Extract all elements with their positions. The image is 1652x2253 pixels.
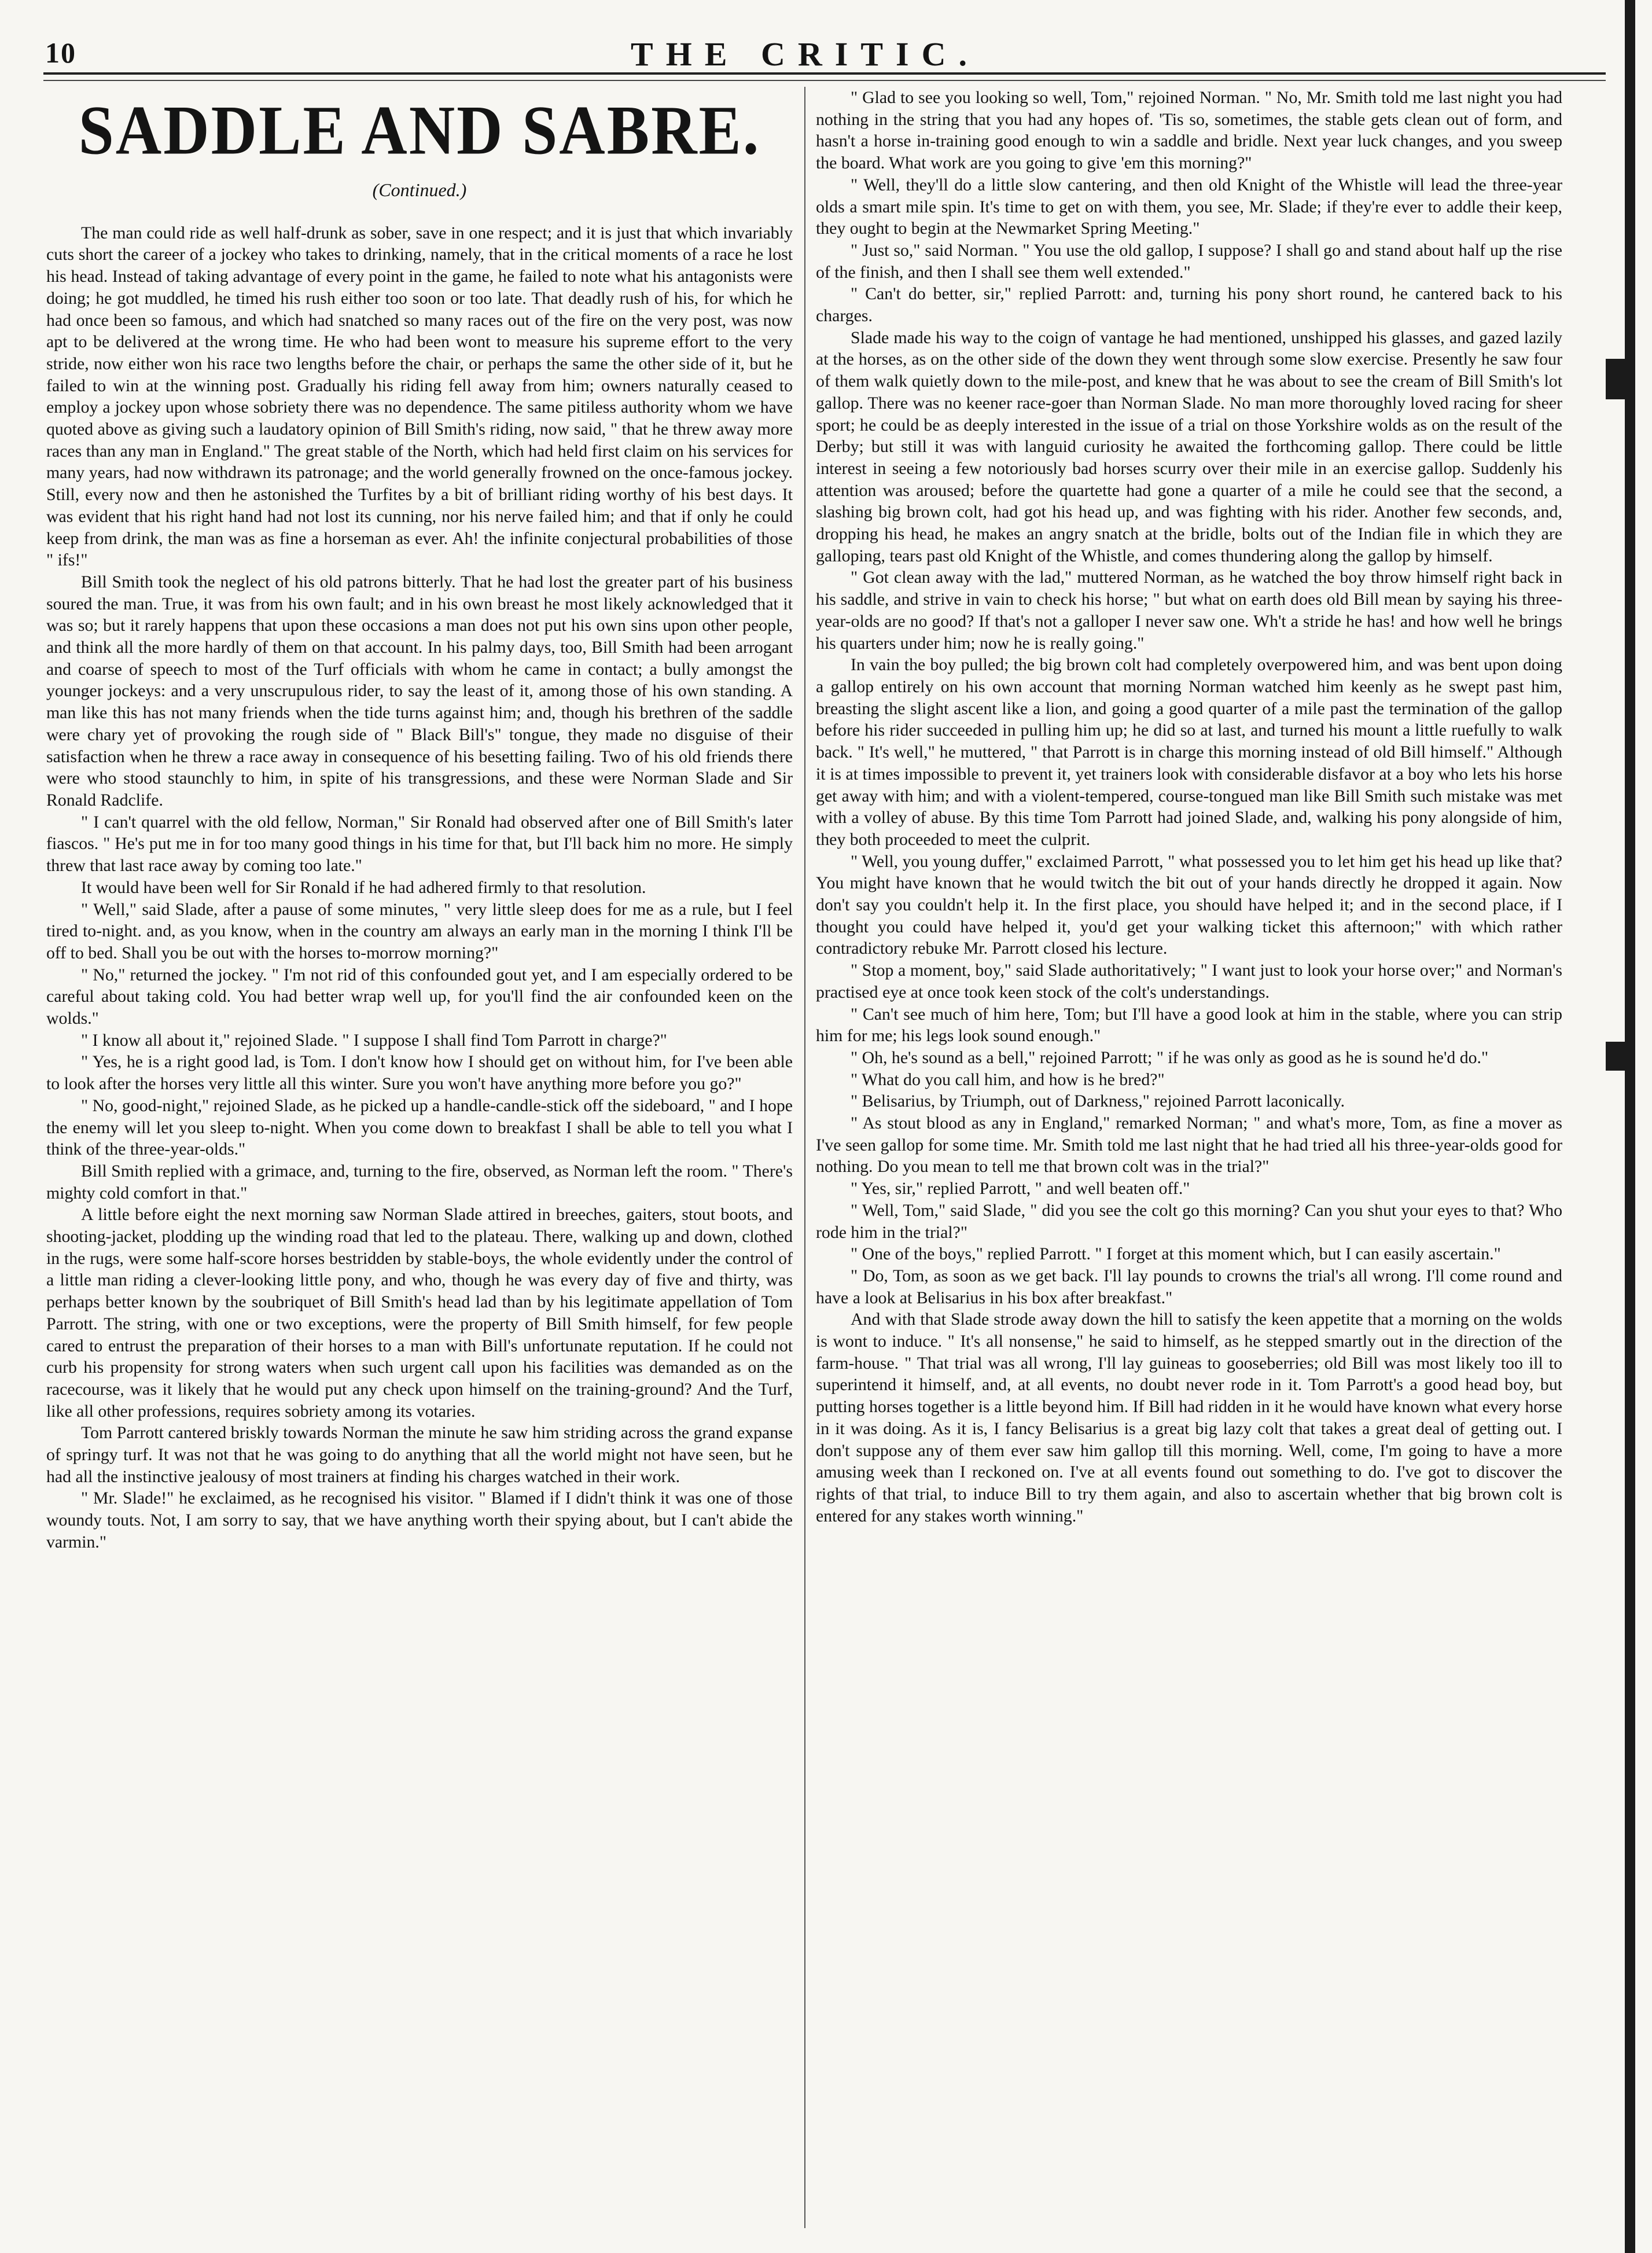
column-divider (804, 87, 805, 2228)
binding-edge (1625, 0, 1635, 2253)
right-column (816, 87, 1562, 2240)
paragraph: " What do you call him, and how is he bred?" (851, 1069, 1165, 1089)
paragraph: The man could ride as well half-drunk as sober, save in one respect; and it is just that which invariably cuts short the career of a jockey who takes to drinking, namely, that in the critical moments of a race he lost his head. Instead of taking advantage of every point in the game, he failed to note what his antagonists were doing; he got muddled, he timed his rush either too soon or too late. That deadly rush of his, for which he had once been so famous, and which had snatched so many races out of the fire on the very post, was now apt to be delivered at the wrong time. He who had been wont to measure his supreme effort to the very stride, now either won his race two lengths before the chair, or perhaps the same the other side of it, but he failed to win at the winning post. Gradually his riding fell away from him; owners naturally ceased to employ a jockey upon whose sobriety there was no dependence. The same pitiless authority whom we have quoted above as giving such a laudatory opinion of Bill Smith's riding, now said, " that he threw away more races than any man in England." The great stable of the North, which had held first claim on his services for many years, had now withdrawn its patronage; and the world generally frowned on the once-famous jockey. Still, every now and then he astonished the Turfites by a bit of brilliant riding worthy of his best days. It was evident that his right hand had not lost its cunning, nor his nerve failed him; and that if only he could keep from drink, the man was as fine a horseman as ever. Ah! the infinite conjectural probabilities of those " ifs!" (46, 223, 793, 570)
paragraph: " No, good-night," rejoined Slade, as he picked up a handle-candle-stick off the sideboard, " and I hope the enemy will let you sleep to-night. When you come down to breakfast I shall be able to tell you what I think of the three-year-olds." (46, 1096, 793, 1159)
paragraph: It would have been well for Sir Ronald if he had adhered firmly to that resolution. (81, 877, 646, 897)
masthead: THE CRITIC. (631, 35, 980, 73)
paragraph: Slade made his way to the coign of vantage he had mentioned, unshipped his glasses, and gazed lazily at the horses, as on the other side of the down they went through some slow exercise. Presently he saw four of them walk quietly down to the mile-post, and knew that he was about to see the cream of Bill Smith's lot gallop. There was no keener race-goer than Norman Slade. No man more thoroughly loved racing for sheer sport; he could be as deeply interested in the issue of a trial on those Yorkshire wolds as on the result of the Derby; but still it was with languid curiosity he awaited the forthcoming gallop. There could be little interest in seeing a few notoriously bad horses scurry over their mile in an exercise gallop. Suddenly his attention was aroused; before the quartette had gone a quarter of a mile he could see that the second, a slashing big brown colt, had got his head up, and was fighting with his rider. Another few seconds, and, dropping his head, he makes an angry snatch at the bridle, bolts out of the Indian file in which they are galloping, tears past old Knight of the Whistle, and comes thundering along the gallop by himself. (816, 328, 1562, 565)
paragraph: " One of the boys," replied Parrott. " I forget at this moment which, but I can easily ascertain." (851, 1244, 1501, 1264)
paragraph: " Well, Tom," said Slade, " did you see the colt go this morning? Can you shut your eyes to that? Who rode him in the trial?" (816, 1200, 1562, 1242)
paragraph: " Stop a moment, boy," said Slade authoritatively; " I want just to look your horse over;" and Norman's practised eye at once took keen stock of the colt's understandings. (816, 961, 1562, 1002)
paragraph: And with that Slade strode away down the hill to satisfy the keen appetite that a morning on the wolds is wont to induce. " It's all nonsense," he said to himself, as he stepped smartly out in the direction of the farm-house. " That trial was all wrong, I'll lay guineas to gooseberries; old Bill was most likely too ill to superintend it himself, and, at all events, no doubt never rode in it. Tom Parrott's a good head boy, but putting horses together is a little beyond him. If Bill had ridden in it he would have known what every horse in it was doing. As it is, I fancy Belisarius is a great big lazy colt that takes a great deal of getting out. I don't suppose any of them ever saw him gallop till this morning. Well, come, I'm going to have a more amusing week than I reckoned on. I've at all events found out something to do. I've got to discover the rights of that trial, to induce Bill to try them again, and also to ascertain whether that big brown colt is entered for any stakes worth winning." (816, 1310, 1562, 1526)
paragraph: A little before eight the next morning saw Norman Slade attired in breeches, gaiters, stout boots, and shooting-jacket, plodding up the winding road that led to the plateau. There, walking up and down, clothed in the rugs, were some half-score horses bestridden by stable-boys, the whole evidently under the control of a little man riding a clever-looking little pony, and who, though he was every day of five and thirty, was perhaps better known by the soubriquet of Bill Smith's head lad than by his legitimate appellation of Tom Parrott. The string, with one or two exceptions, were the property of Bill Smith himself, for few people cared to entrust the preparation of their horses to a man with Bill's unfortunate reputation. If he could not curb his propensity for strong waters when such urgent call upon his facilities was demanded as on the racecourse, was it likely that he would put any check upon himself on the training-ground? And the Turf, like all other professions, requires sobriety among its votaries. (46, 1205, 793, 1421)
paragraph: " Do, Tom, as soon as we get back. I'll lay pounds to crowns the trial's all wrong. I'll come round and have a look at Belisarius in his box after breakfast." (816, 1266, 1562, 1307)
paragraph: " Well," said Slade, after a pause of some minutes, " very little sleep does for me as a rule, but I feel tired to-night. and, as you know, when in the country am always an early man in the morning I think I'll be off to bed. Shall you be out with the horses to-morrow morning?" (46, 899, 793, 962)
paragraph: " Just so," said Norman. " You use the old gallop, I suppose? I shall go and stand about half up the rise of the finish, and then I shall see them well extended." (816, 240, 1562, 282)
paragraph: " Got clean away with the lad," muttered Norman, as he watched the boy throw himself right back in his saddle, and strive in vain to check his horse; " but what on earth does old Bill mean by saying his three-year-olds are no good? If that's not a galloper I never saw one. Wh't a stride he has! and how well he brings his quarters under him; now he is really going." (816, 568, 1562, 653)
paragraph: " Yes, sir," replied Parrott, " and well beaten off." (851, 1179, 1190, 1199)
paragraph: " Mr. Slade!" he exclaimed, as he recognised his visitor. " Blamed if I didn't think it was one of those woundy touts. Not, I am sorry to say, that we have anything worth their spying about, but I can't abide the varmin." (46, 1488, 793, 1552)
edge-mark (1606, 359, 1629, 399)
paragraph: In vain the boy pulled; the big brown colt had completely overpowered him, and was bent upon doing a gallop entirely on his own account that morning Norman watched him keenly as he swept past him, breasting the slight ascent like a lion, and going a good quarter of a mile past the termination of the gallop before his rider succeeded in pulling him up; he did so at last, and turned his mount a little ruefully to walk back. " It's well," he muttered, " that Parrott is in charge this morning instead of old Bill himself." Although it is at times impossible to prevent it, yet trainers look with considerable disfavor at a boy who lets his horse get away with him; and with a violent-tempered, course-tongued man like Bill Smith such mistake was met with a volley of abuse. By this time Tom Parrott had joined Slade, and, walking his pony alongside of him, they both proceeded to meet the culprit. (816, 655, 1562, 849)
left-column (46, 87, 793, 2240)
paragraph: " Belisarius, by Triumph, out of Darkness," rejoined Parrott laconically. (851, 1091, 1345, 1111)
page-number: 10 (45, 36, 76, 69)
paragraph: Bill Smith took the neglect of his old patrons bitterly. That he had lost the greater part of his business soured the man. True, it was from his own fault; and in his own breast he most likely acknowledged that it was so; but it rarely happens that upon these occasions a man does not put his own sins upon other people, and think all the more hardly of them on that account. In his palmy days, too, Bill Smith had been arrogant and coarse of speech to most of the Turf officials with whom he came in contact; a bully amongst the younger jockeys: and a very unscrupulous rider, to say the least of it, among those of his own standing. A man like this has not many friends when the tide turns against him; and, though his brethren of the saddle were chary yet of provoking the rough side of " Black Bill's" tongue, they made no disguise of their satisfaction when he threw a race away in consequence of his besetting failing. Two of his old friends there were who stood staunchly to him, in spite of his transgressions, and these were Norman Slade and Sir Ronald Radclife. (46, 572, 793, 810)
paragraph: " As stout blood as any in England," remarked Norman; " and what's more, Tom, as fine a mover as I've seen gallop for some time. Mr. Smith told me last night that he had tried all his three-year-olds good for nothing. Do you mean to tell me that brown colt was in the trial?" (816, 1113, 1562, 1177)
paragraph: Bill Smith replied with a grimace, and, turning to the fire, observed, as Norman left the room. " There's mighty cold comfort in that." (46, 1161, 793, 1203)
paragraph: " Yes, he is a right good lad, is Tom. I don't know how I should get on without him, for I've been able to look after the horses very little all this winter. Sure you won't have anything more before you go?" (46, 1052, 793, 1094)
paragraph: " I can't quarrel with the old fellow, Norman," Sir Ronald had observed after one of Bill Smith's later fiascos. " He's put me in for too many good things in his time for that, but I'll back him no more. He simply threw that last race away by coming too late." (46, 812, 793, 876)
continued-note: (Continued.) (372, 179, 467, 200)
paragraph: Tom Parrott cantered briskly towards Norman the minute he saw him striding across the grand expanse of springy turf. It was not that he was going to do anything that all the world might not have seen, but he had all the instinctive jealousy of most trainers at finding his charges watched in their work. (46, 1423, 793, 1486)
paragraph: " Can't see much of him here, Tom; but I'll have a good look at him in the stable, where you can strip him for me; his legs look sound enough." (816, 1004, 1562, 1046)
paragraph: " No," returned the jockey. " I'm not rid of this confounded gout yet, and I am especially ordered to be careful about taking cold. You had better wrap well up, for you'll find the air confounded keen on the wolds." (46, 965, 793, 1028)
paragraph: " Well, they'll do a little slow cantering, and then old Knight of the Whistle will lead the three-year olds a smart mile spin. It's time to get on with them, you see, Mr. Slade; if they're ever to addle their keep, they ought to begin at the Newmarket Spring Meeting." (816, 175, 1562, 238)
paragraph: " I know all about it," rejoined Slade. " I suppose I shall find Tom Parrott in charge?" (81, 1030, 667, 1050)
paragraph: " Glad to see you looking so well, Tom," rejoined Norman. " No, Mr. Smith told me last night you had nothing in the string that you had any hopes of. 'Tis so, sometimes, the stable gets clean out of form, and hasn't a horse in-training good enough to win a saddle and bridle. Next year luck changes, and you sweep the board. What work are you going to give 'em this morning?" (816, 88, 1562, 173)
paragraph: " Well, you young duffer," exclaimed Parrott, " what possessed you to let him get his head up like that? You might have known that he would twitch the bit out of your hands directly he dropped it again. Now don't say you couldn't help it. In the first place, you should have helped it; and in the second place, if I thought you could have helped it, you'd get your walking ticket this afternoon;" with which rather contradictory rebuke Mr. Parrott closed his lecture. (816, 851, 1562, 958)
paragraph: " Can't do better, sir," replied Parrott: and, turning his pony short round, he cantered back to his charges. (816, 284, 1562, 326)
edge-mark (1606, 1042, 1629, 1071)
header-rule-thin (43, 80, 1606, 81)
header-rule (43, 72, 1606, 75)
article-title: SADDLE AND SABRE. (78, 91, 761, 170)
paragraph: " Oh, he's sound as a bell," rejoined Parrott; " if he was only as good as he is sound he'd do." (851, 1048, 1489, 1067)
